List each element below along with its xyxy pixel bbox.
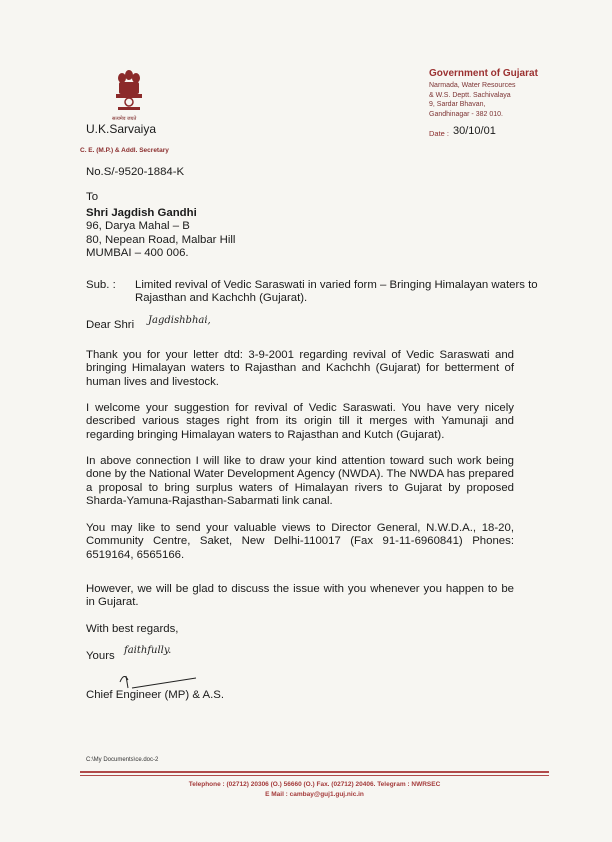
paragraph: You may like to send your valuable views to Director General, N.W.D.A., 18-20, Community Centre, Saket, New Delhi-110017 (Fax 91-11-6960841) Phones: 6519164, 6565166. xyxy=(86,522,514,561)
footer-divider xyxy=(80,775,549,776)
recipient-address xyxy=(86,207,235,261)
sender-designation: C. E. (M.P.) & Addl. Secretary xyxy=(80,147,169,154)
document-path: C:\My Documents\ce.doc-2 xyxy=(86,757,159,763)
address-line: 9, Sardar Bhavan, xyxy=(429,101,486,108)
address-line: Gandhinagar - 382 010. xyxy=(429,110,503,118)
department-address xyxy=(429,81,516,119)
paragraph: I welcome your suggestion for revival of Vedic Saraswati. You have very nicely described various stages right from its origin till it merges with Yamunaji and regarding bringing Himalayan waters to Rajasthan and Kutch (Gujarat). xyxy=(86,402,514,441)
signatory-designation: Chief Engineer (MP) & A.S. xyxy=(86,689,225,701)
sender-name: U.K.Sarvaiya xyxy=(86,122,157,136)
paragraph: However, we will be glad to discuss the issue with you whenever you happen to be in Gujarat. xyxy=(86,583,514,609)
footer-divider xyxy=(80,771,549,773)
footer-contact: Telephone : (02712) 20306 (O.) 56660 (O.) Fax. (02712) 20406. Telegram : NWRSEC xyxy=(188,781,441,788)
paragraph: Thank you for your letter dtd: 3-9-2001 regarding revival of Vedic Saraswati and bringing Himalayan waters to Rajasthan and Kachchh (Gujarat) for betterment of human lives and livestock. xyxy=(86,349,514,388)
handwritten-signature: faithfully. xyxy=(124,645,172,656)
subject-text: Limited revival of Vedic Saraswati in varied form – Bringing Himalayan waters to Rajasthan and Kachchh (Gujarat). xyxy=(135,279,538,305)
address-line: Narmada, Water Resources xyxy=(429,82,516,89)
salutation: Dear Shri xyxy=(86,319,135,331)
subject xyxy=(86,279,538,305)
recipient-name: Shri Jagdish Gandhi xyxy=(86,207,197,219)
emblem-motto: सत्यमेव जयते xyxy=(112,116,137,122)
subject-label: Sub. : xyxy=(86,279,116,291)
closing: With best regards, xyxy=(86,623,179,635)
state-emblem-icon xyxy=(112,68,146,112)
signature-stroke-icon xyxy=(118,660,198,690)
reference-number: No.S/-9520-1884-K xyxy=(86,166,185,178)
recipient-line: 96, Darya Mahal – B xyxy=(86,220,190,233)
footer-email: E Mail : cambay@guj1.guj.nic.in xyxy=(265,791,364,798)
recipient-line: 80, Nepean Road, Malbar Hill xyxy=(86,233,236,246)
recipient-line: MUMBAI – 400 006. xyxy=(86,247,189,260)
date-label: Date : xyxy=(429,129,450,138)
address-line: & W.S. Deptt. Sachivalaya xyxy=(429,91,511,99)
yours-label: Yours xyxy=(86,650,115,662)
to-label: To xyxy=(86,191,99,203)
handwritten-recipient-name: Jagdishbhai, xyxy=(148,315,211,326)
paragraph: In above connection I will like to draw your kind attention toward such work being done by the National Water Development Agency (NWDA). The NWDA has prepared a proposal to bring surplus waters of Himalayan rivers to Gujarat by proposed Sharda-Yamuna-Rajasthan-Sabarmati link canal. xyxy=(86,455,514,508)
government-title: Government of Gujarat xyxy=(429,68,538,79)
date-value: 30/10/01 xyxy=(453,125,496,137)
